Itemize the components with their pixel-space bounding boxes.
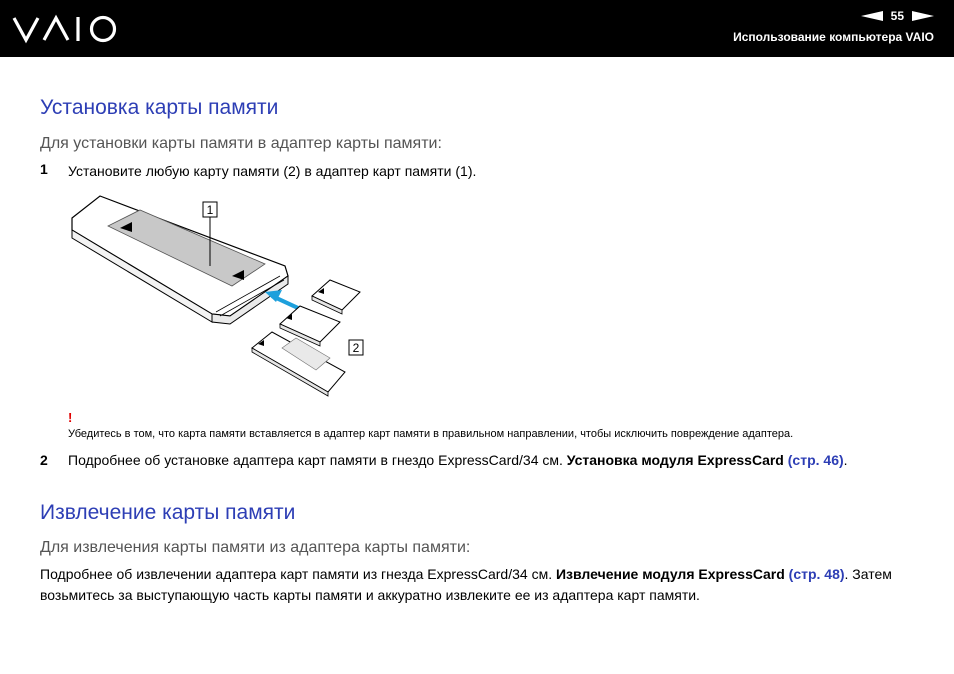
memory-card-small-image xyxy=(312,280,360,314)
step-2-tail: . xyxy=(843,452,848,468)
insertion-arrow-icon xyxy=(265,290,298,308)
warning-note-text: Убедитесь в том, что карта памяти вставляется в адаптер карт памяти в правильном направлении, чтобы исключить повреждение адаптера. xyxy=(68,428,794,440)
remove-body: Подробнее об извлечении адаптера карт памяти из гнезда ExpressCard/34 см. xyxy=(40,566,556,582)
step-2-reference-title: Установка модуля ExpressCard xyxy=(566,452,784,468)
step-1-text: Установите любую карту памяти (2) в адаптер карт памяти (1). xyxy=(68,163,477,179)
previous-page-icon[interactable] xyxy=(861,10,883,22)
callout-1-label: 1 xyxy=(206,203,214,217)
header-title: Использование компьютера VAIO xyxy=(733,30,934,44)
remove-tail: . Затем возьмитесь за выступающую часть карты памяти и аккуратно извлеките ее из адаптера карт памяти. xyxy=(40,566,892,603)
remove-page-link[interactable]: (стр. 48) xyxy=(788,566,845,582)
step-1-number: 1 xyxy=(40,161,48,177)
memory-stick-image xyxy=(252,332,345,396)
step-2-body: Подробнее об установке адаптера карт памяти в гнездо ExpressCard/34 см. xyxy=(68,452,567,468)
vaio-logo xyxy=(12,12,122,46)
header-bar xyxy=(0,0,954,57)
memory-card-medium-image xyxy=(280,306,340,346)
expresscard-adapter-image xyxy=(72,196,288,324)
section-title-remove: Извлечение карты памяти xyxy=(40,501,296,524)
section-subtitle-remove: Для извлечения карты памяти из адаптера карты памяти: xyxy=(40,539,471,556)
remove-reference-title: Извлечение модуля ExpressCard xyxy=(555,566,785,582)
section-subtitle-install: Для установки карты памяти в адаптер карты памяти: xyxy=(40,135,442,152)
page-number: 55 xyxy=(890,9,904,23)
step-2-number: 2 xyxy=(40,452,48,468)
callout-2-label: 2 xyxy=(352,341,360,355)
step-2-text xyxy=(68,450,928,470)
memory-card-adapter-illustration xyxy=(60,188,380,410)
remove-instructions xyxy=(40,564,930,606)
warning-icon: ! xyxy=(68,410,73,425)
section-title-install: Установка карты памяти xyxy=(40,96,279,119)
page-navigation xyxy=(861,7,934,25)
step-2-page-link[interactable]: (стр. 46) xyxy=(787,452,844,468)
next-page-icon[interactable] xyxy=(912,10,934,22)
